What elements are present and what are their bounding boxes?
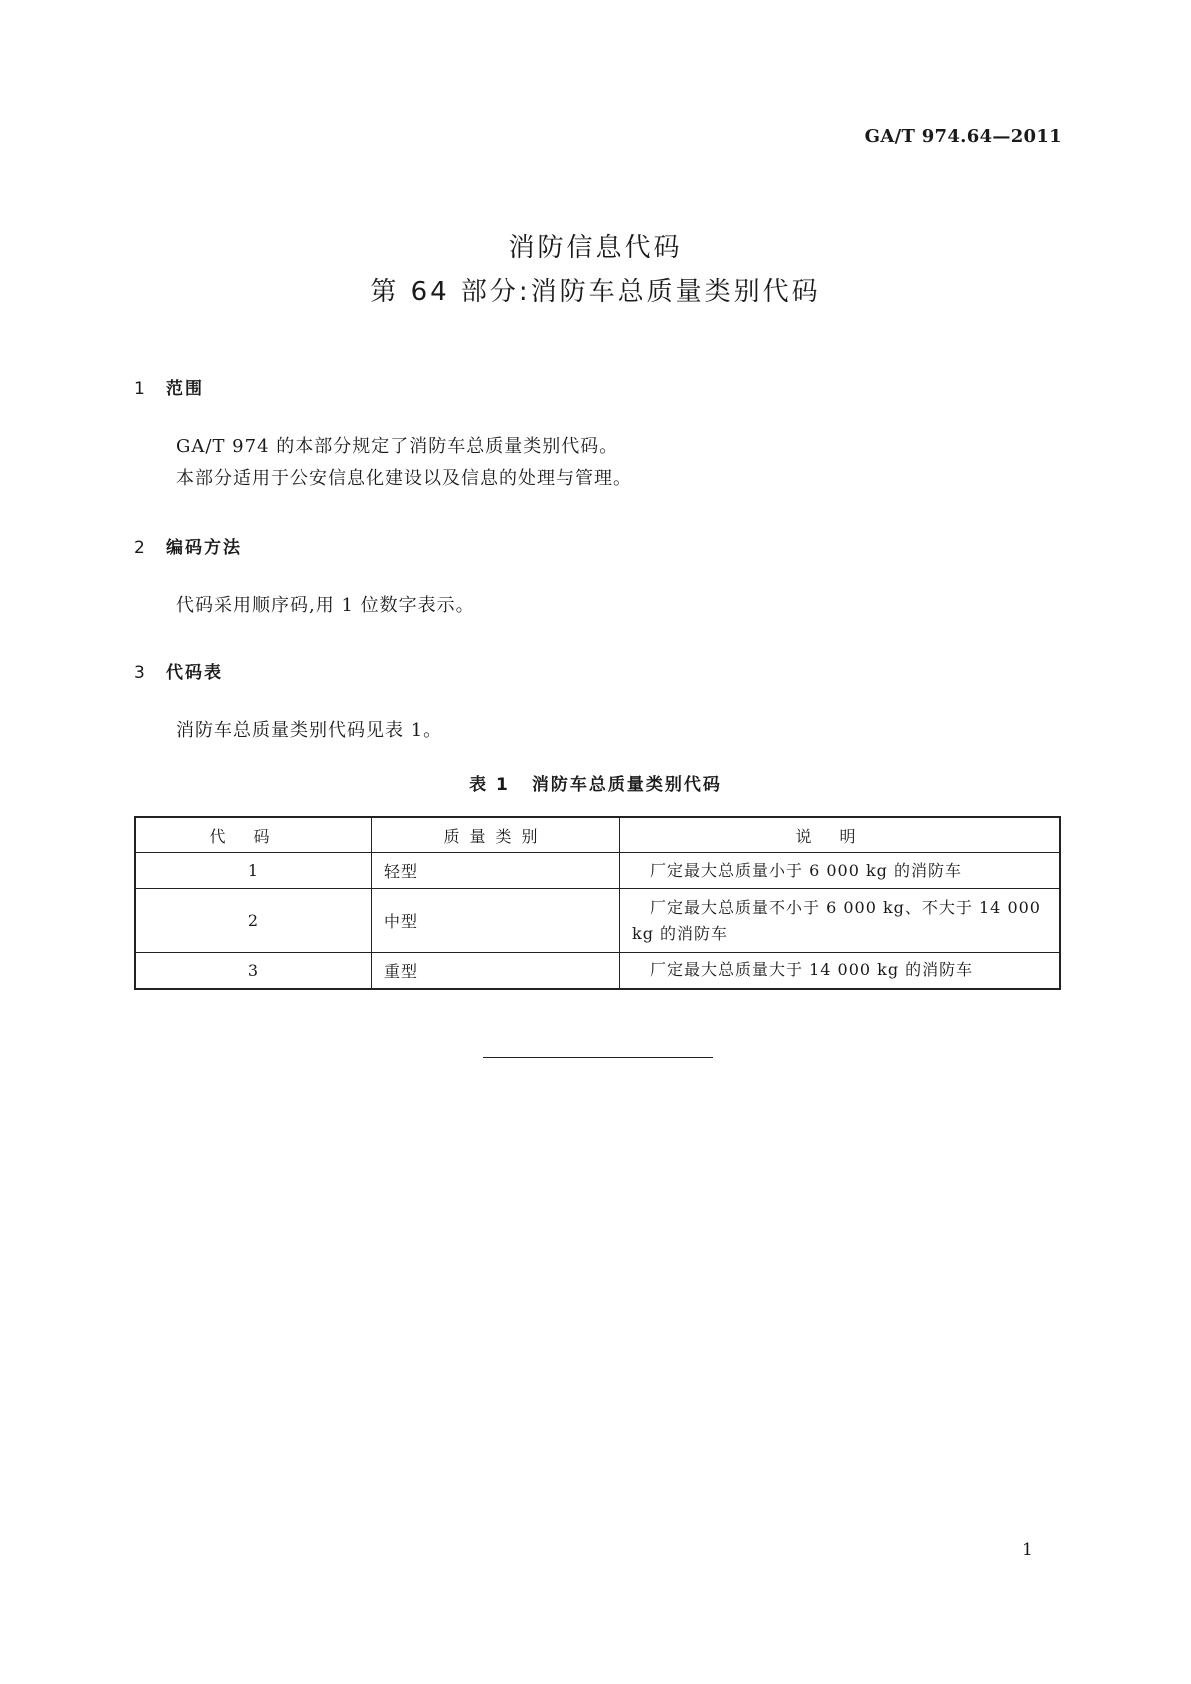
cell-code: 3 — [135, 953, 372, 989]
section-number: 3 — [134, 663, 147, 683]
table-row — [135, 889, 1060, 953]
description-text: 厂定最大总质量小于 6 000 kg 的消防车 — [650, 860, 963, 880]
cell-category: 中型 — [372, 889, 620, 953]
description-text: 厂定最大总质量大于 14 000 kg 的消防车 — [650, 960, 974, 980]
section-2-paragraph-1: 代码采用顺序码,用 1 位数字表示。 — [176, 595, 475, 616]
cell-category: 轻型 — [372, 853, 620, 889]
column-header-category: 质量类别 — [372, 817, 620, 853]
table-caption — [0, 770, 1191, 795]
table-caption-title: 消防车总质量类别代码 — [531, 775, 722, 795]
page-number: 1 — [1022, 1540, 1033, 1560]
section-1-paragraph-1: GA/T 974 的本部分规定了消防车总质量类别代码。 — [176, 436, 619, 457]
section-3-paragraph-1: 消防车总质量类别代码见表 1。 — [176, 720, 443, 741]
title-line-2: 第 64 部分:消防车总质量类别代码 — [370, 277, 821, 307]
code-table — [134, 816, 1061, 990]
cell-description — [620, 889, 1061, 953]
section-3-heading — [134, 658, 223, 683]
document-title — [0, 226, 1191, 314]
section-number: 1 — [134, 379, 147, 399]
section-2-heading — [134, 533, 242, 558]
cell-description — [620, 953, 1061, 989]
section-1-heading — [134, 374, 204, 399]
title-line-1: 消防信息代码 — [508, 233, 683, 263]
cell-code: 1 — [135, 853, 372, 889]
section-title: 范围 — [166, 379, 204, 399]
table-caption-label: 表 1 — [469, 775, 510, 795]
column-header-description: 说明 — [620, 817, 1061, 853]
table-row — [135, 853, 1060, 889]
section-number: 2 — [134, 538, 147, 558]
table-header-row — [135, 817, 1060, 853]
cell-code: 2 — [135, 889, 372, 953]
column-header-code: 代码 — [135, 817, 372, 853]
section-title: 代码表 — [166, 663, 223, 683]
description-text: 厂定最大总质量不小于 6 000 kg、不大于 14 000 kg 的消防车 — [632, 897, 1041, 943]
end-rule — [483, 1057, 713, 1058]
section-1-paragraph-2: 本部分适用于公安信息化建设以及信息的处理与管理。 — [176, 468, 632, 489]
cell-category: 重型 — [372, 953, 620, 989]
standard-code: GA/T 974.64—2011 — [864, 126, 1062, 147]
cell-description — [620, 853, 1061, 889]
section-title: 编码方法 — [166, 538, 242, 558]
table-row — [135, 953, 1060, 989]
